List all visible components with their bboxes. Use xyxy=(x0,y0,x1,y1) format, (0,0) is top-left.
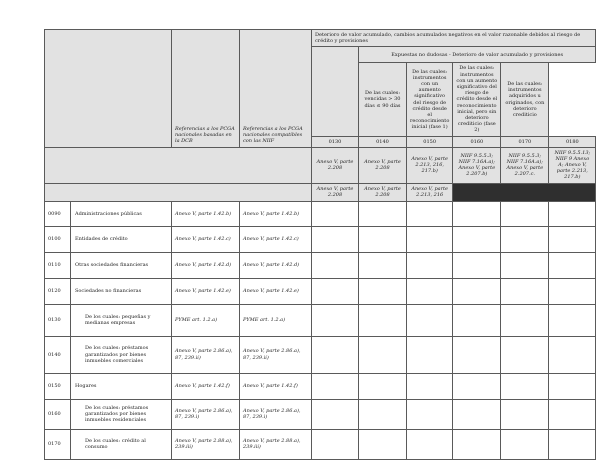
table-row xyxy=(45,278,596,304)
row-ref-niif: Anexo V, parte 1.42.b) xyxy=(240,201,312,226)
data-cell[interactable] xyxy=(359,304,407,336)
column-code: 0170 xyxy=(501,136,549,147)
data-cell[interactable] xyxy=(407,252,453,278)
table-row xyxy=(45,226,596,252)
row-ref-cdr: Anexo V, parte 2.88.a), 239.iii) xyxy=(172,429,240,459)
data-cell[interactable] xyxy=(453,201,501,226)
data-cell[interactable] xyxy=(312,226,359,252)
col-ref: NIIF 9.5.5.13; NIIF 9 Anexo A; Anexo V, parte 2.213, 217.b) xyxy=(549,147,596,183)
col-ref: Anexo V, parte 2.208 xyxy=(359,183,407,201)
data-cell[interactable] xyxy=(549,278,596,304)
ref-niif-header: Referencias a los PCGA nacionales compatibles con las NIIF xyxy=(240,30,312,148)
data-cell[interactable] xyxy=(359,373,407,399)
row-ref-niif: Anexo V, parte 1.42.d) xyxy=(240,252,312,278)
data-cell[interactable] xyxy=(359,336,407,373)
col-ref: Anexo V, parte 2.213, 216 xyxy=(407,183,453,201)
data-cell[interactable] xyxy=(312,201,359,226)
col-ref: NIIF 9.5.5.3; NIIF 7.16A.a); Anexo V, parte 2.207.b) xyxy=(453,147,501,183)
row-ref-niif: Anexo V, parte 2.86.a), 87, 239.ii) xyxy=(240,336,312,373)
data-cell[interactable] xyxy=(453,399,501,429)
data-cell[interactable] xyxy=(501,304,549,336)
data-cell[interactable] xyxy=(549,373,596,399)
data-cell[interactable] xyxy=(453,373,501,399)
data-cell[interactable] xyxy=(501,201,549,226)
table-row xyxy=(45,252,596,278)
col-0180-header: De las cuales: instrumentos adquiridos u originados, con deterioro crediticio xyxy=(501,63,549,136)
row-code: 0110 xyxy=(45,252,71,278)
table-row xyxy=(45,201,596,226)
row-label: De los cuales: crédito al consumo xyxy=(71,429,172,459)
row-code: 0170 xyxy=(45,429,71,459)
row-label: Sociedades no financieras xyxy=(71,278,172,304)
col-0150-header: De las cuales: vencidas > 30 días ≤ 90 días xyxy=(359,63,407,136)
column-code: 0150 xyxy=(407,136,453,147)
main-title: Deterioro de valor acumulado, cambios acumulados negativos en el valor razonable debidos al riesgo de crédito y provisiones xyxy=(312,30,596,47)
sub-title: Expuestas no dudosas - Deterioro de valor acumulado y provisiones xyxy=(359,47,596,63)
data-cell[interactable] xyxy=(501,429,549,459)
regulatory-table xyxy=(44,29,596,460)
row-label: Entidades de crédito xyxy=(71,226,172,252)
data-cell[interactable] xyxy=(407,201,453,226)
data-cell[interactable] xyxy=(359,226,407,252)
blank-ref-row xyxy=(45,183,312,201)
col-ref: Anexo V, parte 2.208 xyxy=(312,183,359,201)
data-cell[interactable] xyxy=(312,278,359,304)
column-code: 0130 xyxy=(312,136,359,147)
col-ref: Anexo V, parte 2.213, 216, 217.b) xyxy=(407,147,453,183)
shaded-cell xyxy=(453,183,596,201)
row-code: 0120 xyxy=(45,278,71,304)
data-cell[interactable] xyxy=(549,429,596,459)
row-code: 0100 xyxy=(45,226,71,252)
data-cell[interactable] xyxy=(453,226,501,252)
row-ref-niif: PYME art. 1.2.a) xyxy=(240,304,312,336)
row-ref-cdr: Anexo V, parte 1.42.b) xyxy=(172,201,240,226)
col-ref: Anexo V, parte 2.208 xyxy=(312,147,359,183)
table-row xyxy=(45,336,596,373)
data-cell[interactable] xyxy=(549,226,596,252)
data-cell[interactable] xyxy=(453,336,501,373)
data-cell[interactable] xyxy=(501,373,549,399)
data-cell[interactable] xyxy=(407,336,453,373)
row-label: De los cuales: préstamos garantizados por bienes inmuebles comerciales xyxy=(71,336,172,373)
row-ref-cdr: Anexo V, parte 2.86.a), 87, 239.i) xyxy=(172,399,240,429)
data-cell[interactable] xyxy=(501,336,549,373)
data-cell[interactable] xyxy=(359,252,407,278)
data-cell[interactable] xyxy=(407,304,453,336)
data-cell[interactable] xyxy=(359,201,407,226)
data-cell[interactable] xyxy=(359,278,407,304)
data-cell[interactable] xyxy=(453,304,501,336)
col-0170-header: De las cuales: instrumentos con un aumento significativo del riesgo de crédito desde el reconocimiento inicial, pero sin deterioro crediticio (fase 2) xyxy=(453,63,501,136)
row-ref-niif: Anexo V, parte 1.42.e) xyxy=(240,278,312,304)
row-code: 0150 xyxy=(45,373,71,399)
row-label: Otras sociedades financieras xyxy=(71,252,172,278)
row-ref-cdr: Anexo V, parte 1.42.e) xyxy=(172,278,240,304)
row-ref-cdr: Anexo V, parte 1.42.c) xyxy=(172,226,240,252)
data-cell[interactable] xyxy=(501,399,549,429)
col-ref: Anexo V, parte 2.208 xyxy=(359,147,407,183)
table-row xyxy=(45,304,596,336)
data-cell[interactable] xyxy=(407,399,453,429)
row-ref-cdr: Anexo V, parte 1.42.d) xyxy=(172,252,240,278)
blank-ref-row xyxy=(45,147,312,183)
data-cell[interactable] xyxy=(549,336,596,373)
row-ref-cdr: PYME art. 1.2.a) xyxy=(172,304,240,336)
row-label: De los cuales: pequeñas y medianas empresas xyxy=(71,304,172,336)
data-cell[interactable] xyxy=(549,304,596,336)
row-code: 0090 xyxy=(45,201,71,226)
data-cell[interactable] xyxy=(359,429,407,459)
data-cell[interactable] xyxy=(549,399,596,429)
data-cell[interactable] xyxy=(453,278,501,304)
data-cell[interactable] xyxy=(312,429,359,459)
data-cell[interactable] xyxy=(312,399,359,429)
row-label: Hogares xyxy=(71,373,172,399)
row-code: 0160 xyxy=(45,399,71,429)
data-cell[interactable] xyxy=(453,429,501,459)
col-0160-header: De las cuales: instrumentos con un aumento significativo del riesgo de crédito desde el reconocimiento inicial (fase 1) xyxy=(407,63,453,136)
row-ref-niif: Anexo V, parte 1.42.c) xyxy=(240,226,312,252)
data-cell[interactable] xyxy=(407,278,453,304)
data-cell[interactable] xyxy=(453,252,501,278)
data-cell[interactable] xyxy=(549,201,596,226)
table-row xyxy=(45,399,596,429)
row-ref-niif: Anexo V, parte 2.86.a), 87, 239.i) xyxy=(240,399,312,429)
data-cell[interactable] xyxy=(312,336,359,373)
table-row xyxy=(45,429,596,459)
row-label: Administraciones públicas xyxy=(71,201,172,226)
data-cell[interactable] xyxy=(501,278,549,304)
row-ref-cdr: Anexo V, parte 2.86.a), 87, 239.ii) xyxy=(172,336,240,373)
corner-cell xyxy=(45,30,172,148)
column-code: 0140 xyxy=(359,136,407,147)
data-cell[interactable] xyxy=(312,373,359,399)
data-cell[interactable] xyxy=(407,373,453,399)
data-cell[interactable] xyxy=(359,399,407,429)
col-ref: NIIF 9.5.5.3; NIIF 7.16A.a); Anexo V, parte 2.207.c. xyxy=(501,147,549,183)
data-cell[interactable] xyxy=(312,304,359,336)
data-cell[interactable] xyxy=(501,226,549,252)
table-row xyxy=(45,373,596,399)
row-code: 0140 xyxy=(45,336,71,373)
ref-cdr-header: Referencias a los PCGA nacionales basadas en la DCB xyxy=(172,30,240,148)
data-cell[interactable] xyxy=(501,252,549,278)
data-cell[interactable] xyxy=(407,226,453,252)
row-ref-niif: Anexo V, parte 1.42.f) xyxy=(240,373,312,399)
row-code: 0130 xyxy=(45,304,71,336)
row-ref-cdr: Anexo V, parte 1.42.f) xyxy=(172,373,240,399)
blank-header-cell xyxy=(312,47,359,136)
data-cell[interactable] xyxy=(312,252,359,278)
column-code: 0180 xyxy=(549,136,596,147)
row-ref-niif: Anexo V, parte 2.88.a), 239.iii) xyxy=(240,429,312,459)
data-cell[interactable] xyxy=(407,429,453,459)
column-code: 0160 xyxy=(453,136,501,147)
row-label: De los cuales: préstamos garantizados por bienes inmuebles residenciales xyxy=(71,399,172,429)
data-cell[interactable] xyxy=(549,252,596,278)
